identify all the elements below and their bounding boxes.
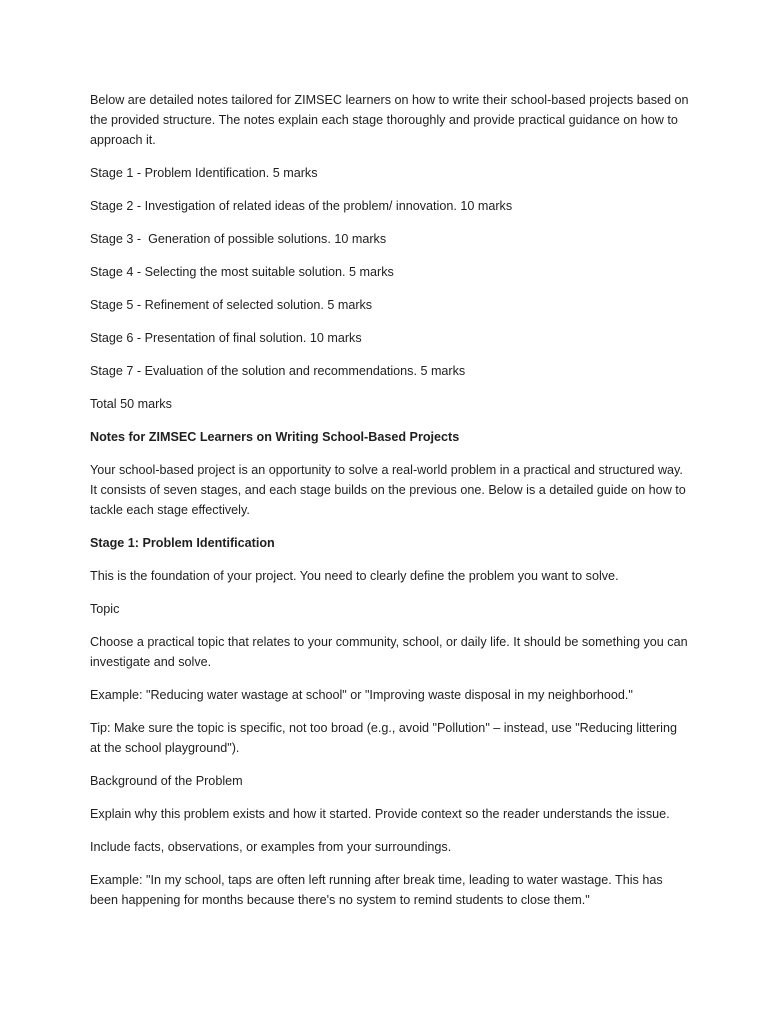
background-heading: Background of the Problem [90,774,243,788]
topic-example: Example: "Reducing water wastage at school" or "Improving waste disposal in my neighborhood." [90,688,633,702]
stage-6-line: Stage 6 - Presentation of final solution. 10 marks [90,331,362,345]
stage1-intro: This is the foundation of your project. You need to clearly define the problem you want to solve. [90,569,619,583]
notes-intro: Your school-based project is an opportunity to solve a real-world problem in a practical and structured way. It consists of seven stages, and each stage builds on the previous one. Below is a detailed guide on how to tackle each stage effectively. [90,463,686,517]
document-page [90,90,690,923]
intro-paragraph: Below are detailed notes tailored for ZIMSEC learners on how to write their school-based projects based on the provided structure. The notes explain each stage thoroughly and provide practical guidance on how to approach it. [90,93,689,147]
background-text: Explain why this problem exists and how it started. Provide context so the reader understands the issue. [90,807,670,821]
background-facts: Include facts, observations, or examples from your surroundings. [90,840,452,854]
stage-7-line: Stage 7 - Evaluation of the solution and recommendations. 5 marks [90,364,466,378]
topic-heading: Topic [90,602,120,616]
topic-tip: Tip: Make sure the topic is specific, not too broad (e.g., avoid "Pollution" – instead, use "Reducing littering at the school playground"). [90,721,677,755]
total-marks: Total 50 marks [90,397,172,411]
topic-text: Choose a practical topic that relates to your community, school, or daily life. It should be something you can investigate and solve. [90,635,688,669]
stage-2-line: Stage 2 - Investigation of related ideas of the problem/ innovation. 10 marks [90,199,513,213]
stage1-heading: Stage 1: Problem Identification [90,536,275,550]
stage-1-line: Stage 1 - Problem Identification. 5 marks [90,166,318,180]
stage-3-line: Stage 3 - Generation of possible solutions. 10 marks [90,232,387,246]
notes-heading: Notes for ZIMSEC Learners on Writing School-Based Projects [90,430,460,444]
stage-5-line: Stage 5 - Refinement of selected solution. 5 marks [90,298,373,312]
background-example: Example: "In my school, taps are often left running after break time, leading to water wastage. This has been happening for months because there's no system to remind students to close them." [90,873,663,907]
stage-4-line: Stage 4 - Selecting the most suitable solution. 5 marks [90,265,394,279]
